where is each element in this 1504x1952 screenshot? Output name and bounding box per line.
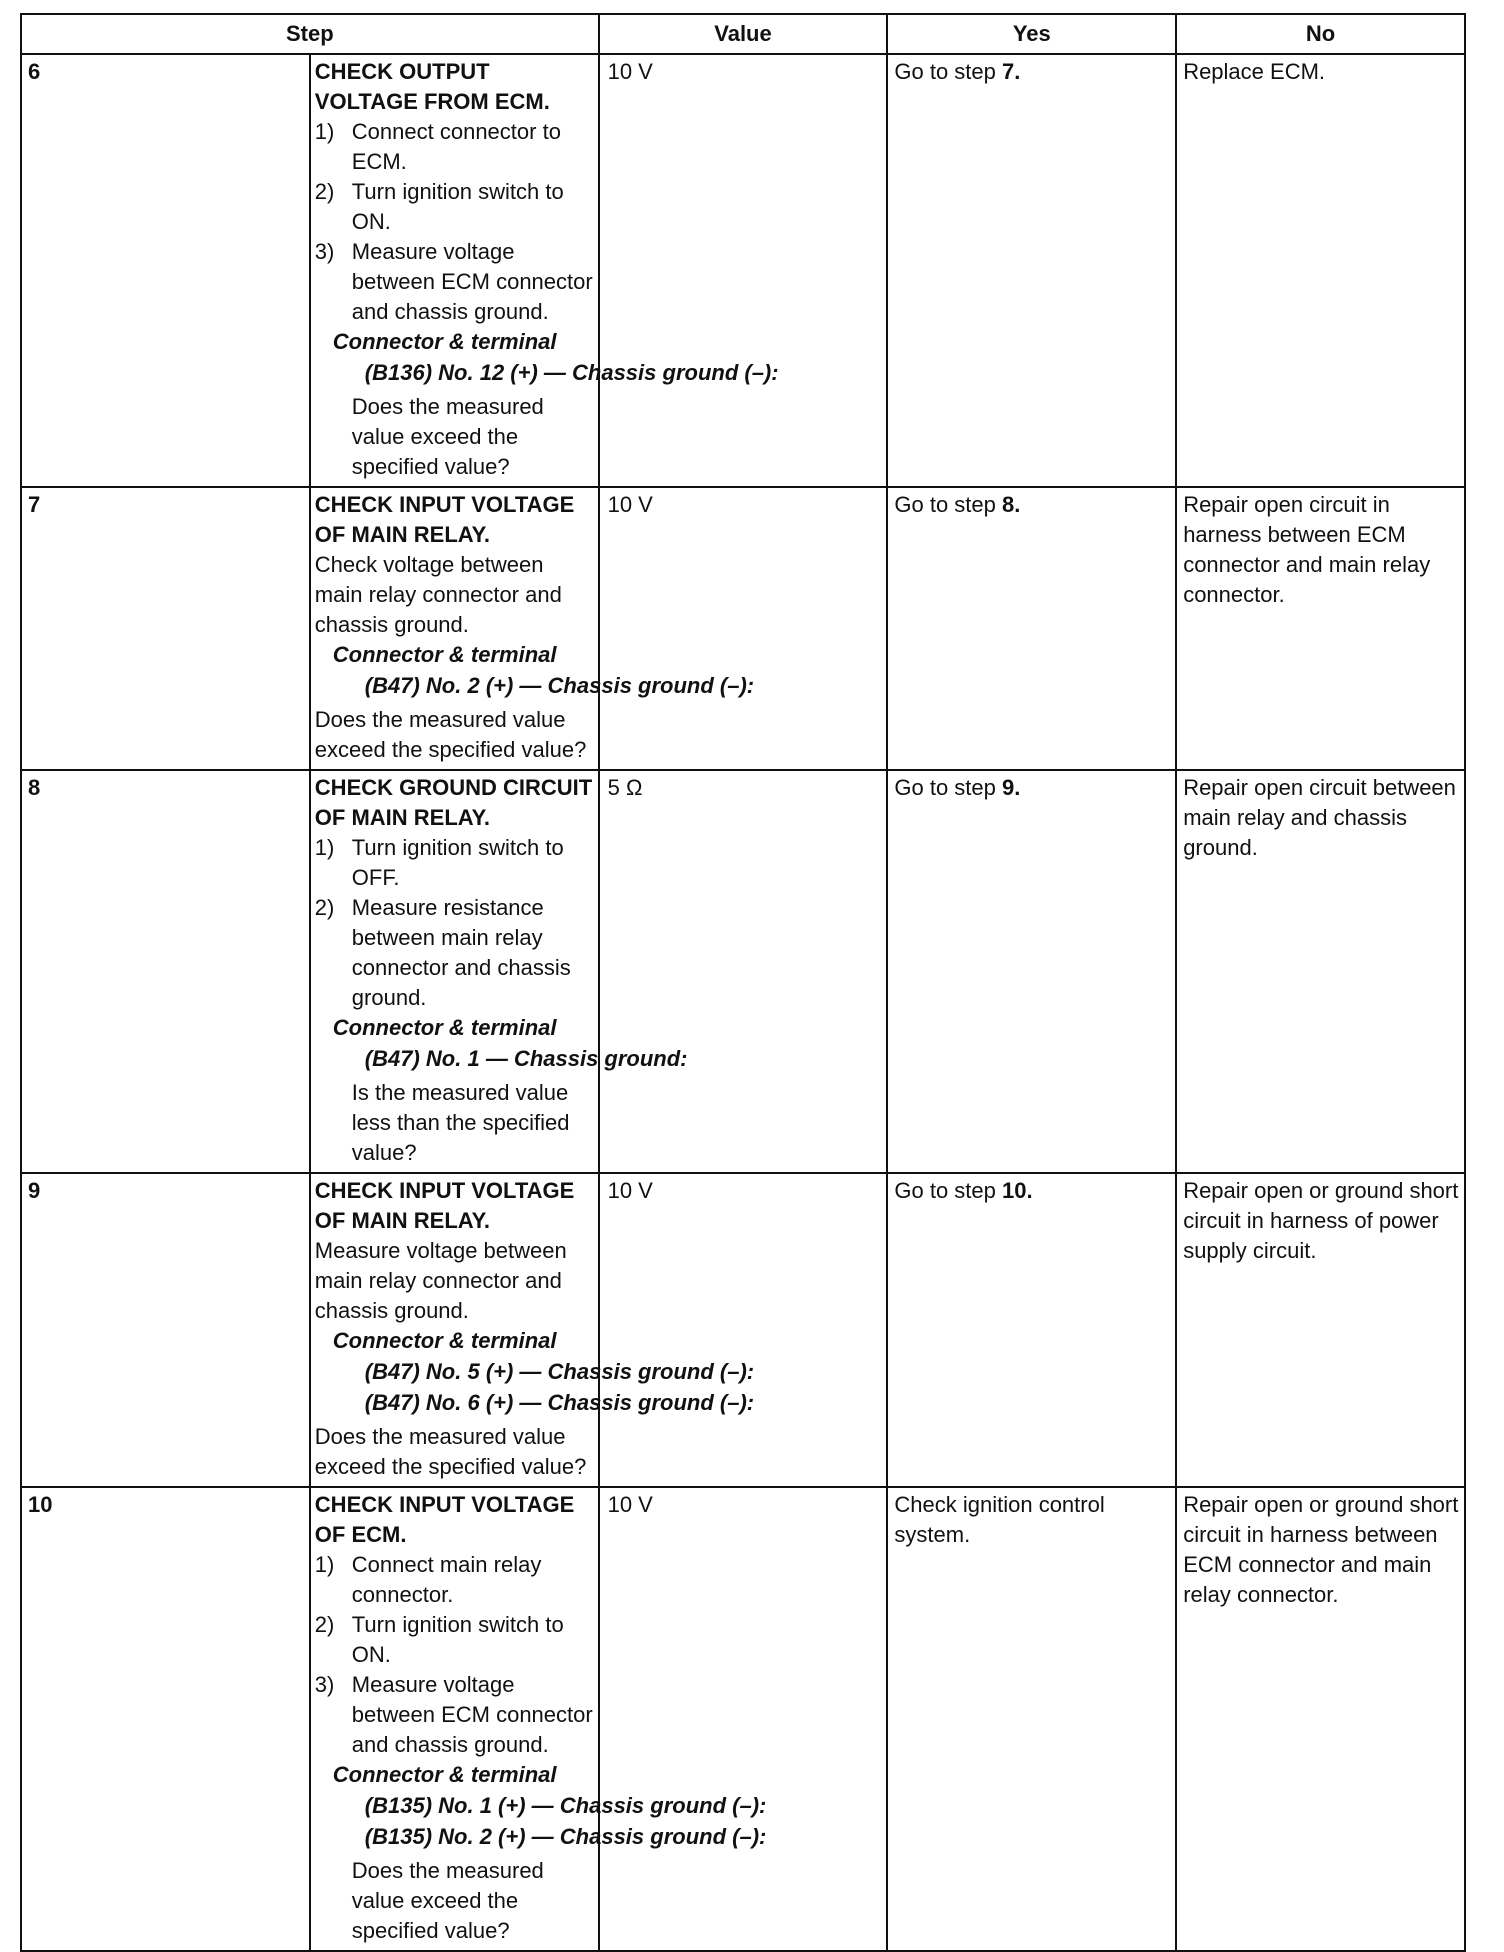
list-item: 1) Connect connector to ECM. <box>314 119 561 174</box>
value-cell: 5 Ω <box>599 770 888 1173</box>
list-item: 2) Measure resistance between main relay connector and chassis ground. <box>314 895 571 1010</box>
step-question: Is the measured value less than the specified value? <box>351 1080 570 1165</box>
step-number: 7 <box>21 487 310 770</box>
connector-terminal: (B47) No. 5 (+) — Chassis ground (–): <box>364 1359 755 1384</box>
connector-terminal: (B47) No. 1 — Chassis ground: <box>364 1046 688 1071</box>
list-item: 3) Measure voltage between ECM connector and chassis ground. <box>314 1672 593 1757</box>
step-title: CHECK INPUT VOLTAGE OF ECM. <box>314 1492 575 1547</box>
no-cell: Repair open circuit in harness between ECM connector and main relay connector. <box>1176 487 1465 770</box>
yes-cell: Go to step 9. <box>887 770 1176 1173</box>
table-row <box>21 770 1465 1173</box>
diagnostic-table <box>20 13 1466 1952</box>
yes-cell: Check ignition control system. <box>887 1487 1176 1951</box>
no-cell: Repair open or ground short circuit in harness of power supply circuit. <box>1176 1173 1465 1487</box>
step-number: 10 <box>21 1487 310 1951</box>
no-cell: Replace ECM. <box>1176 54 1465 487</box>
step-question: Does the measured value exceed the specified value? <box>351 1858 544 1943</box>
header-value: Value <box>599 14 888 54</box>
step-body: Measure voltage between main relay connector and chassis ground. <box>314 1238 567 1323</box>
connector-heading: Connector & terminal <box>332 1328 557 1353</box>
connector-terminal: (B135) No. 2 (+) — Chassis ground (–): <box>364 1824 767 1849</box>
step-title: CHECK GROUND CIRCUIT OF MAIN RELAY. <box>314 775 593 830</box>
yes-cell: Go to step 8. <box>887 487 1176 770</box>
list-item: 2) Turn ignition switch to ON. <box>314 179 564 234</box>
connector-terminal: (B136) No. 12 (+) — Chassis ground (–): <box>364 360 779 385</box>
step-title: CHECK INPUT VOLTAGE OF MAIN RELAY. <box>314 492 575 547</box>
value-cell: 10 V <box>599 487 888 770</box>
value-cell: 10 V <box>599 1487 888 1951</box>
no-cell: Repair open or ground short circuit in harness between ECM connector and main relay connector. <box>1176 1487 1465 1951</box>
step-question: Does the measured value exceed the specified value? <box>314 1424 587 1479</box>
connector-terminal: (B135) No. 1 (+) — Chassis ground (–): <box>364 1793 767 1818</box>
step-question: Does the measured value exceed the specified value? <box>351 394 544 479</box>
header-step: Step <box>21 14 599 54</box>
step-title: CHECK OUTPUT VOLTAGE FROM ECM. <box>314 59 550 114</box>
value-cell: 10 V <box>599 54 888 487</box>
table-row <box>21 54 1465 487</box>
yes-cell: Go to step 10. <box>887 1173 1176 1487</box>
connector-heading: Connector & terminal <box>332 329 557 354</box>
connector-heading: Connector & terminal <box>332 1015 557 1040</box>
step-number: 8 <box>21 770 310 1173</box>
list-item: 1) Connect main relay connector. <box>314 1552 542 1607</box>
table-row <box>21 1173 1465 1487</box>
yes-cell: Go to step 7. <box>887 54 1176 487</box>
connector-terminal: (B47) No. 6 (+) — Chassis ground (–): <box>364 1390 755 1415</box>
step-number: 6 <box>21 54 310 487</box>
connector-heading: Connector & terminal <box>332 642 557 667</box>
header-no: No <box>1176 14 1465 54</box>
header-row <box>21 14 1465 54</box>
list-item: 2) Turn ignition switch to ON. <box>314 1612 564 1667</box>
value-cell: 10 V <box>599 1173 888 1487</box>
connector-heading: Connector & terminal <box>332 1762 557 1787</box>
step-title: CHECK INPUT VOLTAGE OF MAIN RELAY. <box>314 1178 575 1233</box>
step-question: Does the measured value exceed the specified value? <box>314 707 587 762</box>
table-row <box>21 487 1465 770</box>
no-cell: Repair open circuit between main relay and chassis ground. <box>1176 770 1465 1173</box>
table-row <box>21 1487 1465 1951</box>
header-yes: Yes <box>887 14 1176 54</box>
step-number: 9 <box>21 1173 310 1487</box>
connector-terminal: (B47) No. 2 (+) — Chassis ground (–): <box>364 673 755 698</box>
list-item: 3) Measure voltage between ECM connector and chassis ground. <box>314 239 593 324</box>
list-item: 1) Turn ignition switch to OFF. <box>314 835 564 890</box>
step-body: Check voltage between main relay connector and chassis ground. <box>314 552 562 637</box>
